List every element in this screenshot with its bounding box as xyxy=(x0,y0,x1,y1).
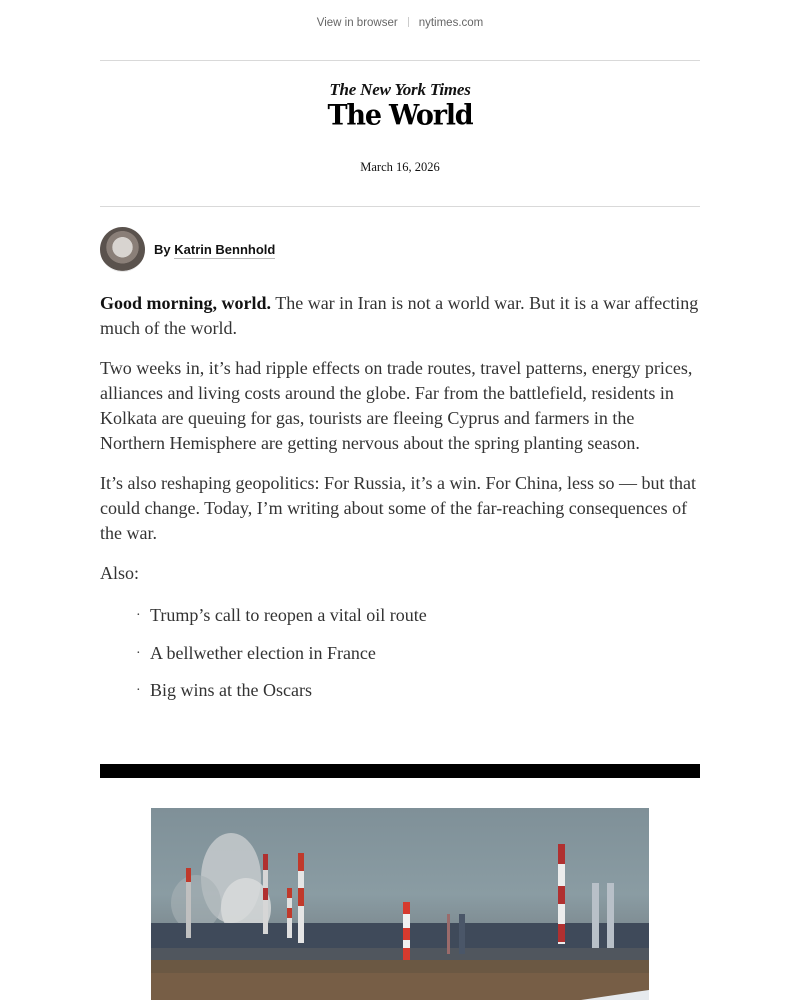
also-label: Also: xyxy=(100,563,140,583)
list-item: · Trump’s call to reopen a vital oil route xyxy=(136,603,700,628)
view-in-browser-link[interactable]: View in browser xyxy=(316,17,398,29)
header-rule-bottom xyxy=(100,206,700,207)
list-item: · Big wins at the Oscars xyxy=(136,678,700,703)
paragraph: It’s also reshaping geopolitics: For Russia, it’s a win. For China, less so — but that could change. Today, I’m writing about some of the far-reaching consequences of the war. xyxy=(100,473,696,543)
bullet-icon: · xyxy=(136,683,141,698)
lead-text: The war in Iran is not a world war. But it is a war affecting much of the world. xyxy=(100,293,699,338)
email-top-bar xyxy=(0,17,800,29)
also-list xyxy=(100,603,700,703)
author-avatar xyxy=(100,227,145,272)
byline-text xyxy=(154,242,275,257)
refinery-illustration xyxy=(151,808,649,1000)
bullet-icon: · xyxy=(136,608,141,623)
nytimes-link[interactable]: nytimes.com xyxy=(418,17,484,29)
divider xyxy=(408,17,409,27)
nyt-logo[interactable]: The New York Times xyxy=(329,80,471,99)
list-item: · A bellwether election in France xyxy=(136,641,700,666)
section-divider-bar xyxy=(100,764,700,778)
greeting: Good morning, world. xyxy=(100,293,272,313)
article-body xyxy=(100,291,700,716)
refinery-photo[interactable] xyxy=(151,808,649,1000)
byline xyxy=(100,227,275,272)
paragraph: Two weeks in, it’s had ripple effects on trade routes, travel patterns, energy prices, alliances and living costs around the globe. Far from the battlefield, residents in Kolkata are queuing for gas, tourists are fleeing Cyprus and farmers in the Northern Hemisphere are getting nervous about the spring planting season. xyxy=(100,358,693,453)
header-rule-top xyxy=(100,60,700,61)
byline-prefix: By xyxy=(154,242,171,257)
bullet-icon: · xyxy=(136,645,141,661)
author-link[interactable]: Katrin Bennhold xyxy=(174,242,276,257)
newsletter-title: The World xyxy=(327,99,473,132)
issue-date: March 16, 2026 xyxy=(360,160,440,174)
masthead xyxy=(0,80,800,132)
lead-paragraph xyxy=(100,291,700,341)
